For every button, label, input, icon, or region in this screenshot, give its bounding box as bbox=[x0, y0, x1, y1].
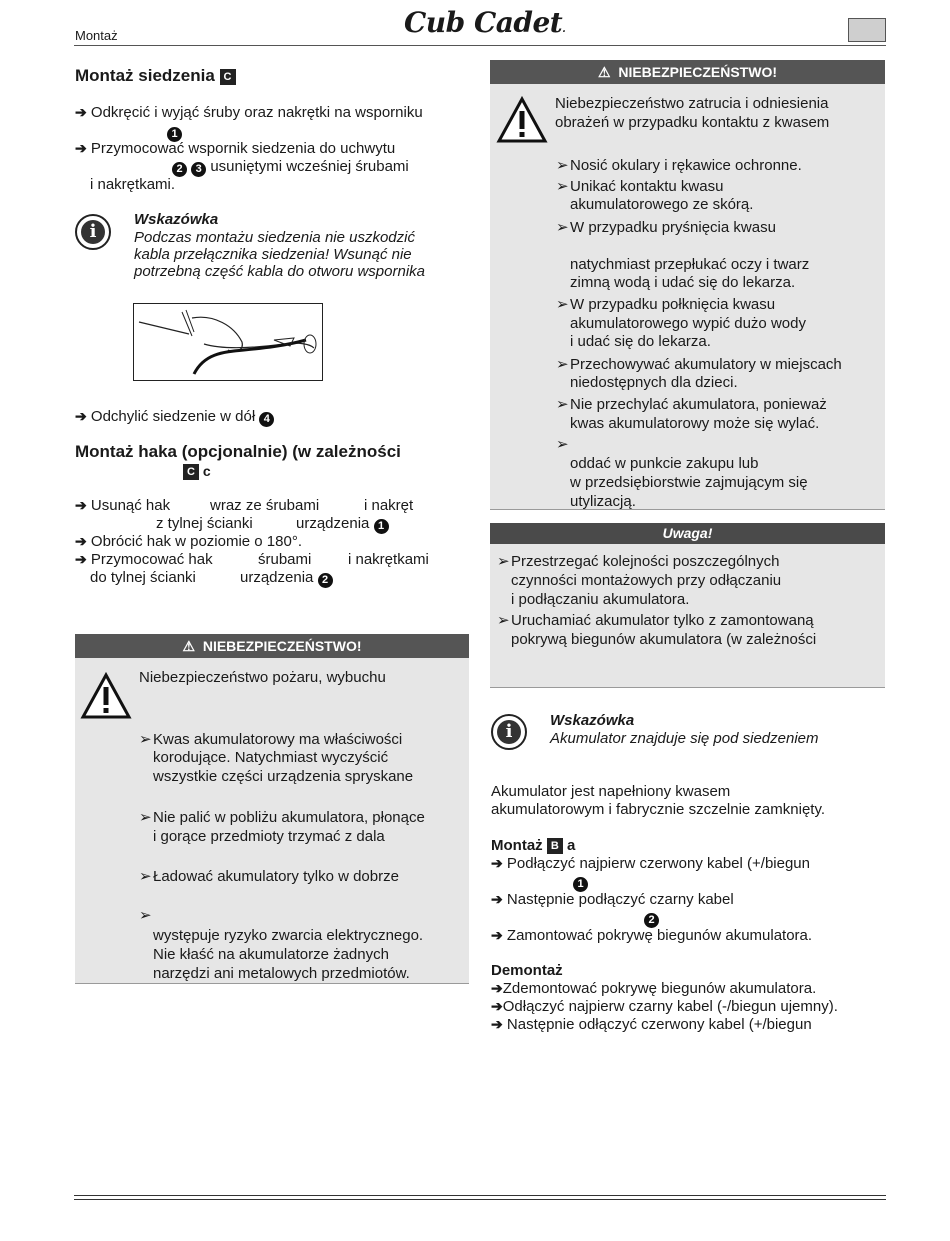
danger-bullet-cont: korodujące. Natychmiast wyczyścić bbox=[153, 749, 389, 766]
hook-step-2: ➔ Obrócić hak w poziomie o 180°. bbox=[75, 533, 303, 550]
step-number: 1 bbox=[167, 123, 182, 142]
danger-bullet-cont: w przedsiębiorstwie zajmującym się bbox=[570, 474, 808, 491]
danger-bullet-cont: wszystkie części urządzenia spryskane bbox=[153, 768, 414, 785]
arrow-icon: ➔ bbox=[75, 497, 87, 513]
page-tab-box bbox=[848, 18, 886, 42]
danger-bullet-cont: utylizacją. bbox=[570, 493, 636, 510]
warning-triangle-icon bbox=[80, 672, 132, 720]
tip-title: Wskazówka bbox=[134, 211, 219, 228]
arrow-icon: ➔ bbox=[75, 140, 87, 156]
hook-step-1b: wraz ze śrubami bbox=[210, 497, 320, 514]
hook-step-1: ➔ Usunąć hak bbox=[75, 497, 171, 514]
arrow-icon: ➔ bbox=[75, 104, 87, 120]
dismount-title: Demontaż bbox=[491, 962, 563, 979]
danger-bullet: ➢Nosić okulary i rękawice ochronne. bbox=[556, 157, 802, 174]
step-number: 2 bbox=[644, 909, 659, 928]
caution-header: Uwaga! bbox=[490, 523, 885, 544]
section-label: Montaż bbox=[75, 28, 118, 43]
tip-text: Akumulator znajduje się pod siedzeniem bbox=[550, 730, 819, 747]
danger-bullet-cont: akumulatorowego ze skórą. bbox=[570, 196, 754, 213]
danger-header: ⚠ NIEBEZPIECZEŃSTWO! bbox=[490, 60, 885, 84]
header-rule bbox=[74, 45, 886, 46]
hook-step-3c: i nakrętkami bbox=[348, 551, 429, 568]
caution-bullet: ➢Uruchamiać akumulator tylko z zamontowaną bbox=[497, 612, 814, 629]
arrow-icon: ➔ bbox=[491, 998, 503, 1014]
danger-bullet-cont: niedostępnych dla dzieci. bbox=[570, 374, 738, 391]
arrow-icon: ➔ bbox=[491, 980, 503, 996]
tip-title: Wskazówka bbox=[550, 712, 635, 729]
danger-bullet-cont: i udać się do lekarza. bbox=[570, 333, 711, 350]
danger-bullet: ➢Kwas akumulatorowy ma właściwości bbox=[139, 731, 403, 748]
danger-intro: obrażeń w przypadku kontaktu z kwasem bbox=[555, 114, 830, 131]
danger-bullet: ➢Nie palić w pobliżu akumulatora, płonące bbox=[139, 809, 425, 826]
seat-step-2-cont: 2 3 usuniętymi wcześniej śrubami bbox=[172, 157, 409, 177]
danger-bullet: ➢ bbox=[556, 436, 569, 453]
step-number: 1 bbox=[573, 873, 588, 892]
tip-line: Podczas montażu siedzenia nie uszkodzić bbox=[134, 229, 415, 246]
tip-line: kabla przełącznika siedzenia! Wsunąć nie bbox=[134, 246, 412, 263]
hook-title: Montaż haka (opcjonalnie) (w zależności bbox=[75, 442, 401, 461]
arrow-icon: ➔ bbox=[75, 551, 87, 567]
caution-bullet-cont: i podłączaniu akumulatora. bbox=[511, 591, 690, 608]
warning-triangle-icon bbox=[496, 96, 548, 144]
danger-bullet: ➢Przechowywać akumulatory w miejscach bbox=[556, 356, 842, 373]
battery-text: akumulatorowym i fabrycznie szczelnie zamknięty. bbox=[491, 801, 826, 818]
danger-bullet-cont: Nie kłaść na akumulatorze żadnych bbox=[153, 946, 389, 963]
hand-cable-illustration bbox=[134, 304, 322, 380]
tip-line: potrzebną część kabla do otworu wspornika bbox=[134, 263, 425, 280]
danger-bullet-cont: i gorące przedmioty trzymać z dala bbox=[153, 828, 385, 845]
cable-illustration bbox=[133, 303, 323, 381]
dismount-step-1: ➔Zdemontować pokrywę biegunów akumulatora. bbox=[491, 980, 817, 997]
seat-step-1: ➔ Odkręcić i wyjąć śruby oraz nakrętki na wsporniku bbox=[75, 104, 423, 121]
caution-bullet: ➢Przestrzegać kolejności poszczególnych bbox=[497, 553, 780, 570]
danger-bullet: ➢ bbox=[139, 907, 152, 924]
battery-text: Akumulator jest napełniony kwasem bbox=[491, 783, 731, 800]
mount-title: Montaż B a bbox=[491, 837, 576, 854]
danger-bullet-cont: występuje ryzyko zwarcia elektrycznego. bbox=[153, 927, 424, 944]
hook-step-1d: z tylnej ścianki bbox=[156, 515, 253, 532]
footer-rule bbox=[74, 1199, 886, 1200]
warning-icon: ⚠ bbox=[182, 638, 196, 654]
danger-bullet: ➢Ładować akumulatory tylko w dobrze bbox=[139, 868, 399, 885]
hook-step-3b: śrubami bbox=[258, 551, 312, 568]
danger-bullet-cont: zimną wodą i udać się do lekarza. bbox=[570, 274, 796, 291]
seat-title: Montaż siedzenia C bbox=[75, 66, 236, 86]
mount-step-3: ➔ Zamontować pokrywę biegunów akumulatora. bbox=[491, 927, 813, 944]
arrow-icon: ➔ bbox=[75, 533, 87, 549]
arrow-icon: ➔ bbox=[491, 891, 503, 907]
danger-bullet: ➢Unikać kontaktu kwasu bbox=[556, 178, 724, 195]
arrow-icon: ➔ bbox=[491, 1016, 503, 1032]
arrow-icon: ➔ bbox=[491, 855, 503, 871]
hook-step-3e: urządzenia 2 bbox=[240, 568, 333, 588]
hook-step-1c: i nakręt bbox=[364, 497, 414, 514]
hook-step-3d: do tylnej ścianki bbox=[90, 569, 196, 586]
danger-bullet-cont: narzędzi ani metalowych przedmiotów. bbox=[153, 965, 410, 982]
seat-step-2: ➔ Przymocować wspornik siedzenia do uchwytu bbox=[75, 140, 396, 157]
danger-bullet-cont: akumulatorowego wypić dużo wody bbox=[570, 315, 806, 332]
info-icon: i bbox=[75, 214, 111, 250]
mount-step-1: ➔ Podłączyć najpierw czerwony kabel (+/biegun bbox=[491, 855, 810, 872]
danger-bullet-cont: kwas akumulatorowy może się wylać. bbox=[570, 415, 820, 432]
dismount-step-2: ➔Odłączyć najpierw czarny kabel (-/biegun ujemny). bbox=[491, 998, 838, 1015]
danger-bullet-cont: natychmiast przepłukać oczy i twarz bbox=[570, 256, 810, 273]
cub-cadet-logo: Cub Cadet. bbox=[404, 6, 566, 39]
info-icon: i bbox=[491, 714, 527, 750]
arrow-icon: ➔ bbox=[75, 408, 87, 424]
warning-icon: ⚠ bbox=[597, 64, 611, 80]
hook-step-1e: urządzenia 1 bbox=[296, 514, 389, 534]
arrow-icon: ➔ bbox=[491, 927, 503, 943]
danger-bullet-cont: oddać w punkcie zakupu lub bbox=[570, 455, 759, 472]
danger-bullet: ➢W przypadku pryśnięcia kwasu bbox=[556, 219, 776, 236]
danger-intro: Niebezpieczeństwo pożaru, wybuchu bbox=[139, 669, 386, 686]
danger-intro: Niebezpieczeństwo zatrucia i odniesienia bbox=[555, 95, 829, 112]
caution-bullet-cont: pokrywą biegunów akumulatora (w zależności bbox=[511, 631, 817, 648]
danger-header: ⚠ NIEBEZPIECZEŃSTWO! bbox=[75, 634, 469, 658]
figure-badge: C bbox=[220, 69, 236, 85]
danger-bullet: ➢Nie przechylać akumulatora, ponieważ bbox=[556, 396, 827, 413]
hook-step-3: ➔ Przymocować hak bbox=[75, 551, 213, 568]
caution-bullet-cont: czynności montażowych przy odłączaniu bbox=[511, 572, 782, 589]
dismount-step-3: ➔ Następnie odłączyć czerwony kabel (+/biegun bbox=[491, 1016, 812, 1033]
seat-step-3: ➔ Odchylić siedzenie w dół 4 bbox=[75, 407, 274, 427]
footer-rule bbox=[74, 1195, 886, 1196]
danger-bullet: ➢W przypadku połknięcia kwasu bbox=[556, 296, 776, 313]
hook-title-badge: C c bbox=[183, 463, 211, 480]
mount-step-2: ➔ Następnie podłączyć czarny kabel bbox=[491, 891, 734, 908]
seat-step-2-cont2: i nakrętkami. bbox=[90, 176, 176, 193]
